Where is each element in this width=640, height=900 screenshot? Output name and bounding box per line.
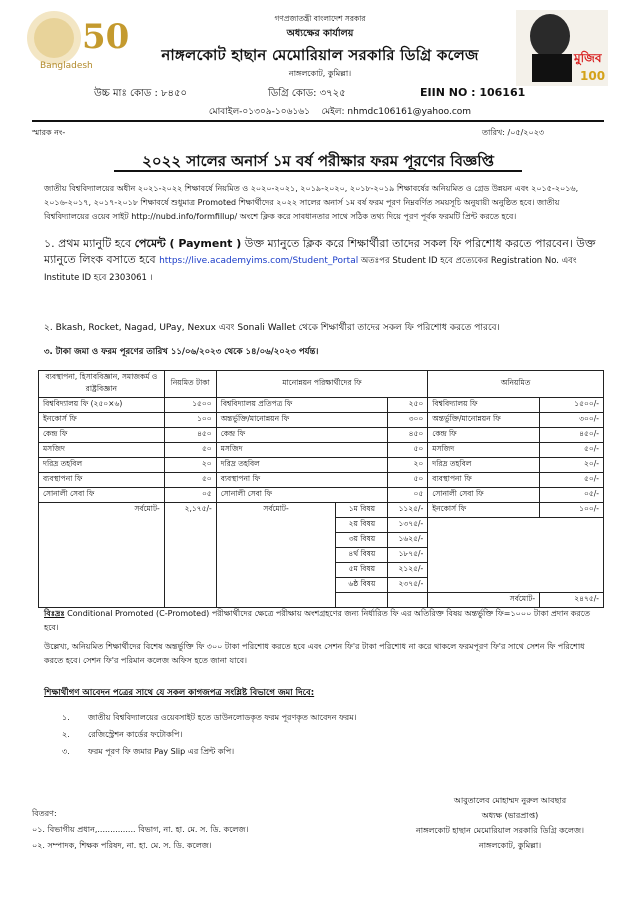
bangladesh-50-logo — [20, 6, 130, 76]
intro-paragraph: জাতীয় বিশ্ববিদ্যালয়ের অধীন ২০২১-২০২২ শিক্ষাবর্ষে নিয়মিত ও ২০২০-২০২১, ২০১৯-২০২০, ২০১৮-২০১৯ শিক্ষাবর্ষের অনিয়মিত ও গ্রেড উন্নয়ন এবং ২০১৫-২০১৬, ২০১৬-২০১৭, ২০১৭-২০১৮ শিক্ষাবর্ষে শুধুমাত্র Promoted শিক্ষার্থীদের ২০২২ সালের অনার্স ১ম বর্ষ ফরম পূরণ নিম্নবর্ণিত সময়সূচি অনুযায়ী অনুষ্ঠিত হবে। জাতীয় বিশ্ববিদ্যালয়ের ওয়েব সাইট http://nubd.info/formfillup/ অংশে ক্লিক করে সাবধানতার সাথে সঠিক তথ্য দিয়ে পূরণ পূর্বক ফরমটি প্রিন্ট করতে হবে। — [44, 184, 579, 221]
memo-number: স্মারক নং- — [32, 128, 66, 137]
cell: ১৫০০/- — [540, 398, 604, 413]
cell: মসজিদ — [39, 443, 165, 458]
cell: ৫০ — [164, 473, 216, 488]
step-1-payment-label: পেমেন্ট ( Payment ) — [134, 237, 242, 250]
college-address: নাঙ্গলকোট, কুমিল্লা। — [288, 69, 352, 78]
mujib-100-logo — [510, 6, 614, 90]
header-regular: ব্যবস্থাপনা, হিসাববিজ্ঞান, সমাজকর্ম ও রাষ্ট্রবিজ্ঞান — [39, 371, 165, 398]
table-row — [39, 458, 604, 473]
subject-fee: ১৩৭৫/- — [388, 518, 428, 533]
subject-label: ১ম বিষয় — [336, 503, 388, 518]
regular-total-label: সর্বমোট- — [39, 503, 165, 608]
cell: ০৫/- — [540, 488, 604, 503]
cell: ৪৫০ — [388, 428, 428, 443]
subject-fee: ২১২৫/- — [388, 563, 428, 578]
list-item — [62, 746, 562, 759]
title-underline — [114, 170, 522, 172]
subject-fee: ২৩৭৫/- — [388, 578, 428, 593]
student-portal-link[interactable]: https://live.academyims.com/Student_Portal — [159, 256, 359, 266]
table-row — [39, 413, 604, 428]
table-header-row — [39, 371, 604, 398]
step-2-wallets: ২. Bkash, Rocket, Nagad, UPay, Nexux এবং Sonali Wallet থেকে শিক্ষার্থীরা তাদের সকল ফি পরিশোধ করতে পারবে। — [44, 323, 500, 333]
cell: অন্তর্ভুক্তি/মানোন্নয়ন ফি — [216, 413, 388, 428]
signatory-place: নাঙ্গলকোট, কুমিল্লা। — [478, 841, 542, 850]
cell: ২০/- — [540, 458, 604, 473]
subject-label: ৪র্থ বিষয় — [336, 548, 388, 563]
note-c-promoted — [44, 607, 604, 635]
cell: ২০ — [388, 458, 428, 473]
table-row — [39, 488, 604, 503]
cell: ৫০/- — [540, 473, 604, 488]
note-label: বিঃদ্রঃ — [44, 609, 65, 618]
cell: ১৫০০ — [164, 398, 216, 413]
step-1-text-d: অতঃপর Student ID হবে প্রত্যেকের Registration No. এবং Institute ID হবে 2303061 । — [44, 256, 577, 283]
empty-cell — [336, 593, 388, 608]
note-text: Conditional Promoted (C-Promoted) পরীক্ষার্থীদের ক্ষেত্রে পরীক্ষায় অংশগ্রহণের জন্য নির্ধারিত ফি এর অতিরিক্ত বিষয় অন্তর্ভুক্তি ফি=১০০০ টাকা প্রদান করতে হবে। — [44, 609, 590, 632]
contact-line — [150, 104, 530, 119]
list-number: ৩. — [62, 747, 70, 756]
office-line: অধ্যক্ষের কার্যালয় — [286, 28, 354, 39]
cell: ব্যবস্থাপনা ফি — [39, 473, 165, 488]
subject-label: ২য় বিষয় — [336, 518, 388, 533]
cell: ৩০০ — [388, 413, 428, 428]
list-item — [62, 712, 562, 725]
college-name: নাঙ্গলকোট হাছান মেমোরিয়াল সরকারি ডিগ্রি কলেজ — [161, 46, 479, 64]
cell: ৫০/- — [540, 443, 604, 458]
list-item — [62, 729, 562, 742]
svg-text:100: 100 — [580, 69, 606, 83]
cell: বিশ্ববিদ্যালয় ফি — [428, 398, 540, 413]
degree-code: ডিগ্রি কোড: ৩৭২৫ — [268, 88, 346, 99]
subject-label: ৩য় বিষয় — [336, 533, 388, 548]
distribution-title: বিতরণ: — [32, 809, 57, 818]
subject-fee: ১১২৫/- — [388, 503, 428, 518]
subject-fee: ১৮৭৫/- — [388, 548, 428, 563]
cell: দরিদ্র তহবিল — [216, 458, 388, 473]
cell: ৪৫০ — [164, 428, 216, 443]
header-divider — [32, 120, 604, 122]
notice-date: তারিখ: /০৫/২০২৩ — [482, 128, 545, 137]
table-row — [39, 398, 604, 413]
step-1-payment — [44, 236, 604, 286]
table-row — [39, 473, 604, 488]
list-text: রেজিস্ট্রেশন কার্ডের ফটোকপি। — [88, 730, 183, 739]
cell: মসজিদ — [428, 443, 540, 458]
cell: ৩০০/- — [540, 413, 604, 428]
step-1-text-a: ১. প্রথম ম্যানুটি হবে — [44, 237, 135, 250]
signatory-name: আবুতালেব মোহাম্মদ নুরুল আবছার — [453, 796, 567, 805]
irregular-incourse-label: ইনকোর্স ফি — [428, 503, 540, 518]
distribution-item: ০১. বিভাগীয় প্রধান,............... বিভাগ, না. হা. মে. স. ডি. কলেজ। — [32, 825, 249, 834]
irregular-total: ২৪৭৫/- — [540, 593, 604, 608]
notice-title: ২০২২ সালের অনার্স ১ম বর্ষ পরীক্ষার ফরম পূরণের বিজ্ঞপ্তি — [142, 152, 494, 170]
cell: ২৫০ — [388, 398, 428, 413]
cell: অন্তর্ভুক্তি/মানোন্নয়ন ফি — [428, 413, 540, 428]
note-irregular: উল্লেখ্য, অনিয়মিত শিক্ষার্থীদের বিশেষ অন্তর্ভুক্তি ফি ৩০০ টাকা পরিশোধ করতে হবে এবং সেশন ফি'র টাকা পরিশোধ না করে থাকলে ফরমপূরণ ফি'র সাথে সেশন ফি পরিশোধ করতে হবে। সেশন ফি'র পরিমান কলেজ অফিস হতে জানা যাবে। — [44, 642, 585, 665]
subject-label: ৫ম বিষয় — [336, 563, 388, 578]
list-number: ১. — [62, 713, 70, 722]
header-irregular: অনিয়মিত — [428, 371, 604, 398]
table-row — [39, 443, 604, 458]
cell: কেন্দ্র ফি — [428, 428, 540, 443]
list-text: ফরম পূরণ ফি জমার Pay Slip এর প্রিন্ট কপি। — [88, 747, 235, 756]
documents-title: শিক্ষার্থীগণ আবেদন পত্রের সাথে যে সকল কাগজপত্র সংশ্লিষ্ট বিভাগে জমা দিবে: — [44, 688, 315, 698]
cell: ৫০ — [388, 443, 428, 458]
cell: বিশ্ববিদ্যালয় প্রতিপত্র ফি — [216, 398, 388, 413]
empty-cell — [388, 593, 428, 608]
distribution-item: ০২. সম্পাদক, শিক্ষক পরিষদ, না. হা. মে. স. ডি. কলেজ। — [32, 841, 212, 850]
gov-line: গণপ্রজাতন্ত্রী বাংলাদেশ সরকার — [274, 14, 366, 23]
header-improvement: মানোন্নয়ন পরিক্ষার্থীদের ফি — [216, 371, 428, 398]
svg-text:Bangladesh: Bangladesh — [40, 61, 93, 71]
cell: ৫০ — [388, 473, 428, 488]
cell: দরিদ্র তহবিল — [428, 458, 540, 473]
signatory-college: নাঙ্গলকোট হাছান মেমোরিয়াল সরকারি ডিগ্রি কলেজ। — [416, 826, 584, 835]
subject-fee: ১৬২৫/- — [388, 533, 428, 548]
cell: ০৫ — [164, 488, 216, 503]
cell: কেন্দ্র ফি — [39, 428, 165, 443]
step-3-dates: ৩. টাকা জমা ও ফরম পূরণের তারিখ ১১/০৬/২০২৩ থেকে ১৪/০৬/২০২৩ পর্যন্ত। — [44, 347, 319, 357]
cell: দরিদ্র তহবিল — [39, 458, 165, 473]
signatory-post: অধ্যক্ষ (ভারপ্রাপ্ত) — [481, 811, 539, 820]
cell: ব্যবস্থাপনা ফি — [428, 473, 540, 488]
email-address: মেইল: nhmdc106161@yahoo.com — [321, 107, 472, 117]
fee-table — [38, 370, 604, 608]
cell: ব্যবস্থাপনা ফি — [216, 473, 388, 488]
mobile-number: মোবাইল-০১৩০৯-১০৬১৬১ — [208, 107, 310, 117]
cell: ৪৫০/- — [540, 428, 604, 443]
irregular-total-label: সর্বমোট- — [428, 593, 540, 608]
list-number: ২. — [62, 730, 70, 739]
cell: ১০০ — [164, 413, 216, 428]
svg-text:50: 50 — [82, 17, 130, 57]
cell: সোনালী সেবা ফি — [428, 488, 540, 503]
cell: বিশ্ববিদ্যালয় ফি (২৫০×৬) — [39, 398, 165, 413]
eiin-number: EIIN NO : 106161 — [420, 86, 526, 99]
subject-label: ৬ষ্ঠ বিষয় — [336, 578, 388, 593]
regular-total: ২,১৭৫/- — [164, 503, 216, 608]
cell: সোনালী সেবা ফি — [216, 488, 388, 503]
step-1-text-c: উক্ত ম্যানুতে ক্লিক করে শিক্ষার্থীরা তাদের সকল ফি পরিশোধ করতে পারবেন। উক্ত ম্যানুতে লিংক বসাতে হবে — [44, 237, 596, 266]
cell: মসজিদ — [216, 443, 388, 458]
table-row — [39, 503, 604, 518]
list-text: জাতীয় বিশ্ববিদ্যালয়ের ওয়েবসাইট হতে ডাউনলোডকৃত ফরম পূরণকৃত আবেদন ফরম। — [88, 713, 357, 722]
cell: ৫০ — [164, 443, 216, 458]
cell: ২০ — [164, 458, 216, 473]
codes-row — [0, 86, 636, 102]
irregular-empty-cell — [428, 518, 604, 593]
table-row — [39, 428, 604, 443]
cell: ইনকোর্স ফি — [39, 413, 165, 428]
header-regular-amount: নিয়মিত টাকা — [164, 371, 216, 398]
improvement-total-label: সর্বমোট- — [216, 503, 336, 608]
irregular-incourse-amount: ১০০/- — [540, 503, 604, 518]
cell: সোনালী সেবা ফি — [39, 488, 165, 503]
cell: কেন্দ্র ফি — [216, 428, 388, 443]
cell: ০৫ — [388, 488, 428, 503]
svg-text:মুজিব: মুজিব — [574, 51, 602, 65]
edu-code: উচ্চ মাঃ কোড : ৮৪৫০ — [94, 88, 187, 99]
